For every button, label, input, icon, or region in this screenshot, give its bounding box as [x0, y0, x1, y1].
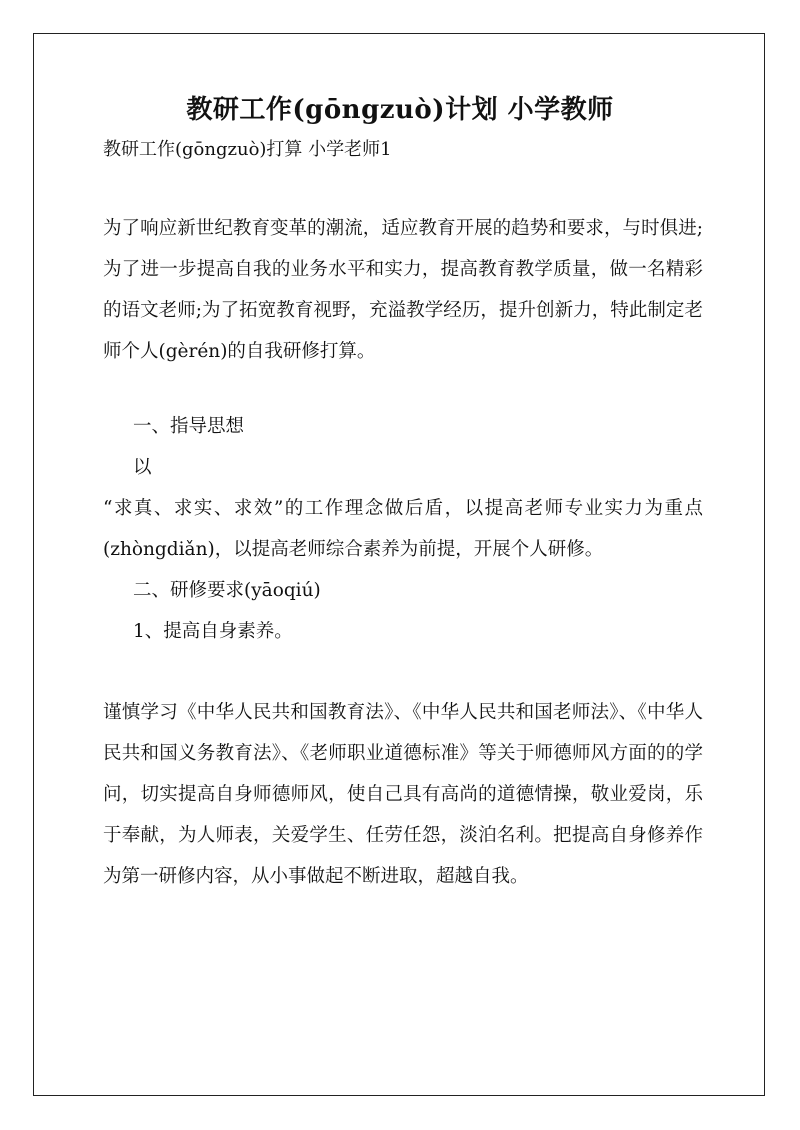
document-subtitle: 教研工作(gōngzuò)打算 小学老师1 [103, 139, 392, 161]
section1-body: “求真、求实、求效”的工作理念做后盾，以提高老师专业实力为重点(zhòngdiǎn)，以提高老师综合素养为前提，开展个人研修。 [103, 497, 703, 560]
document-title: 教研工作(gōngzuò)计划 小学教师 [186, 95, 614, 125]
section-heading-guiding-thought: 一、指导思想 [133, 415, 245, 437]
intro-paragraph: 为了响应新世纪教育变革的潮流，适应教育开展的趋势和要求，与时俱进;为了进一步提高自我的业务水平和实力，提高教育教学质量，做一名精彩的语文老师;为了拓宽教育视野，充溢教学经历，提升创新力，特此制定老师个人(gèrén)的自我研修打算。 [103, 217, 703, 362]
section2-item-1: 1、提高自身素养。 [133, 620, 293, 642]
document-body [103, 95, 703, 897]
section1-lead: 以 [133, 456, 152, 478]
section-heading-requirements: 二、研修要求(yāoqiú) [133, 579, 321, 601]
section2-body: 谨慎学习《中华人民共和国教育法》、《中华人民共和国老师法》、《中华人民共和国义务教育法》、《老师职业道德标准》等关于师德师风方面的的学问，切实提高自身师德师风，使自己具有高尚的道德情操，敬业爱岗，乐于奉献，为人师表，关爱学生、任劳任怨，淡泊名利。把提高自身修养作为第一研修内容，从小事做起不断进取，超越自我。 [103, 701, 703, 887]
